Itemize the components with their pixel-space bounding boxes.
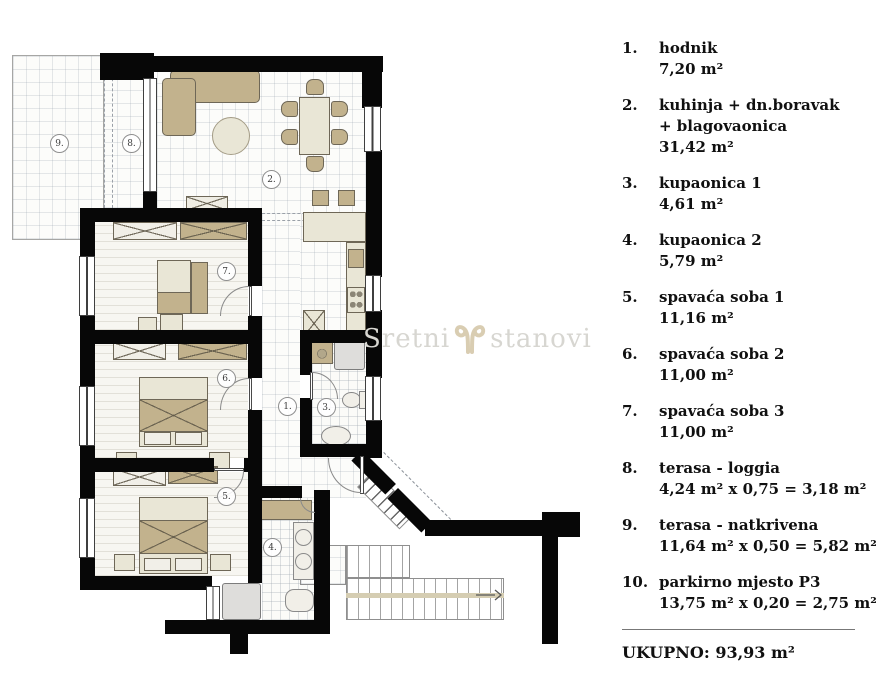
room-label-1: 1. xyxy=(278,397,297,416)
wall xyxy=(143,190,157,208)
legend-item-area: 4,61 m² xyxy=(659,195,724,213)
wall xyxy=(542,536,558,644)
legend-item-name: spavaća soba 2 xyxy=(659,345,785,363)
washbasin xyxy=(321,426,351,446)
legend-item-area: 11,00 m² xyxy=(659,423,734,441)
window xyxy=(143,78,157,192)
nightstand xyxy=(210,554,231,571)
room-label-2: 2. xyxy=(262,170,281,189)
room-label-8: 8. xyxy=(122,134,141,153)
room-label-5: 5. xyxy=(217,487,236,506)
legend-item-number: 8. xyxy=(622,459,638,477)
stairs-direction-arrow xyxy=(476,589,502,601)
wall xyxy=(248,222,262,286)
legend-item-name: kuhinja + dn.boravak xyxy=(659,96,840,114)
legend-item-area: 31,42 m² xyxy=(659,138,734,156)
wall xyxy=(80,576,212,590)
dining-chair xyxy=(331,129,348,145)
window xyxy=(79,386,95,446)
legend-item-number: 1. xyxy=(622,39,638,57)
wardrobe xyxy=(113,222,177,240)
wall xyxy=(366,150,382,277)
dining-chair xyxy=(281,129,298,145)
stool xyxy=(160,314,183,331)
pillow xyxy=(144,432,171,445)
window xyxy=(365,275,381,312)
legend-item-name: hodnik xyxy=(659,39,718,57)
legend-item-number: 7. xyxy=(622,402,638,420)
stool xyxy=(138,317,157,331)
stove xyxy=(347,287,365,313)
legend-item xyxy=(622,230,884,272)
dining-chair xyxy=(281,101,298,117)
room-label-7: 7. xyxy=(217,262,236,281)
legend-item-name: spavaća soba 3 xyxy=(659,402,785,420)
vanity-sink xyxy=(295,529,312,546)
legend-item-name: kupaonica 2 xyxy=(659,231,762,249)
staircase-upper-flight xyxy=(346,545,410,578)
legend-item-name: spavaća soba 1 xyxy=(659,288,785,306)
legend-item-number: 10. xyxy=(622,573,649,591)
legend-item xyxy=(622,572,884,614)
wall xyxy=(150,56,383,72)
legend-item xyxy=(622,401,884,443)
legend-item xyxy=(622,344,884,386)
window xyxy=(79,498,95,558)
legend-item-number: 3. xyxy=(622,174,638,192)
legend-item xyxy=(622,458,884,500)
pillow xyxy=(175,558,202,571)
wall xyxy=(366,420,382,458)
legend-item-area: 11,16 m² xyxy=(659,309,734,327)
bed-cover xyxy=(139,520,208,554)
wall xyxy=(100,53,154,80)
door-leaf xyxy=(249,286,252,316)
washing-machine xyxy=(311,341,333,364)
wall xyxy=(248,410,262,472)
loggia-dashed-line xyxy=(104,58,105,208)
legend-item-area: 5,79 m² xyxy=(659,252,724,270)
loggia-dashed-line xyxy=(112,58,113,208)
wall xyxy=(300,343,312,375)
legend-item-name2: + blagovaonica xyxy=(659,117,788,135)
bed-side-unit xyxy=(191,262,208,314)
kitchen-sink xyxy=(348,249,364,268)
window xyxy=(364,106,381,152)
pillow xyxy=(175,432,202,445)
bar-stool xyxy=(338,190,355,206)
nightstand xyxy=(114,554,135,571)
bar-stool xyxy=(312,190,329,206)
wall xyxy=(542,512,580,537)
legend-item-number: 9. xyxy=(622,516,638,534)
bed-cover xyxy=(139,399,208,432)
door-leaf xyxy=(249,378,252,410)
wardrobe xyxy=(180,222,247,240)
legend-item-area: 4,24 m² x 0,75 = 3,18 m² xyxy=(659,480,867,498)
wall xyxy=(230,634,248,654)
vanity-sink xyxy=(295,553,312,570)
legend-item-area: 13,75 m² x 0,20 = 2,75 m² xyxy=(659,594,877,612)
legend-item xyxy=(622,515,884,557)
wall xyxy=(314,490,330,634)
bathtub xyxy=(285,589,314,612)
legend-item-area: 7,20 m² xyxy=(659,60,724,78)
room-label-3: 3. xyxy=(317,398,336,417)
legend-item-name: kupaonica 1 xyxy=(659,174,762,192)
wall xyxy=(248,316,262,378)
sofa-chaise xyxy=(162,78,196,136)
legend-item xyxy=(622,38,884,80)
room-label-6: 6. xyxy=(217,369,236,388)
legend-item-number: 6. xyxy=(622,345,638,363)
legend xyxy=(622,38,884,662)
pillow xyxy=(144,558,171,571)
legend-item xyxy=(622,287,884,329)
watermark-text-right: stanovi xyxy=(490,324,592,354)
wall xyxy=(165,620,330,634)
wall xyxy=(80,458,214,472)
dining-chair xyxy=(331,101,348,117)
watermark-text-left: Sretni xyxy=(363,324,451,354)
legend-total: UKUPNO: 93,93 m² xyxy=(622,643,795,662)
legend-item-area: 11,00 m² xyxy=(659,366,734,384)
wall xyxy=(80,208,262,222)
legend-divider xyxy=(622,629,855,630)
window xyxy=(206,586,220,620)
hallway-floor xyxy=(262,222,300,486)
room-label-4: 4. xyxy=(263,538,282,557)
wall xyxy=(80,330,262,344)
wall xyxy=(300,398,312,446)
round-rug xyxy=(212,117,250,155)
kitchen-counter xyxy=(303,212,366,242)
wall xyxy=(362,56,382,108)
legend-item xyxy=(622,173,884,215)
legend-item-number: 2. xyxy=(622,96,638,114)
legend-item-area: 11,64 m² x 0,50 = 5,82 m² xyxy=(659,537,877,555)
wall xyxy=(300,330,366,343)
dining-chair xyxy=(306,156,324,172)
legend-item-name: terasa - natkrivena xyxy=(659,516,819,534)
dining-table xyxy=(299,97,330,155)
legend-item xyxy=(622,95,884,158)
window xyxy=(79,256,95,316)
legend-item-name: parkirno mjesto P3 xyxy=(659,573,821,591)
watermark xyxy=(363,322,592,356)
wardrobe xyxy=(178,342,247,360)
window xyxy=(365,376,381,421)
shower xyxy=(222,583,261,620)
wall xyxy=(248,486,302,498)
bed-cover xyxy=(157,292,191,314)
dining-chair xyxy=(306,79,324,95)
legend-item-name: terasa - loggia xyxy=(659,459,781,477)
room-label-9: 9. xyxy=(50,134,69,153)
legend-item-number: 4. xyxy=(622,231,638,249)
ornament-icon xyxy=(453,322,487,356)
wardrobe xyxy=(113,342,166,360)
legend-item-number: 5. xyxy=(622,288,638,306)
